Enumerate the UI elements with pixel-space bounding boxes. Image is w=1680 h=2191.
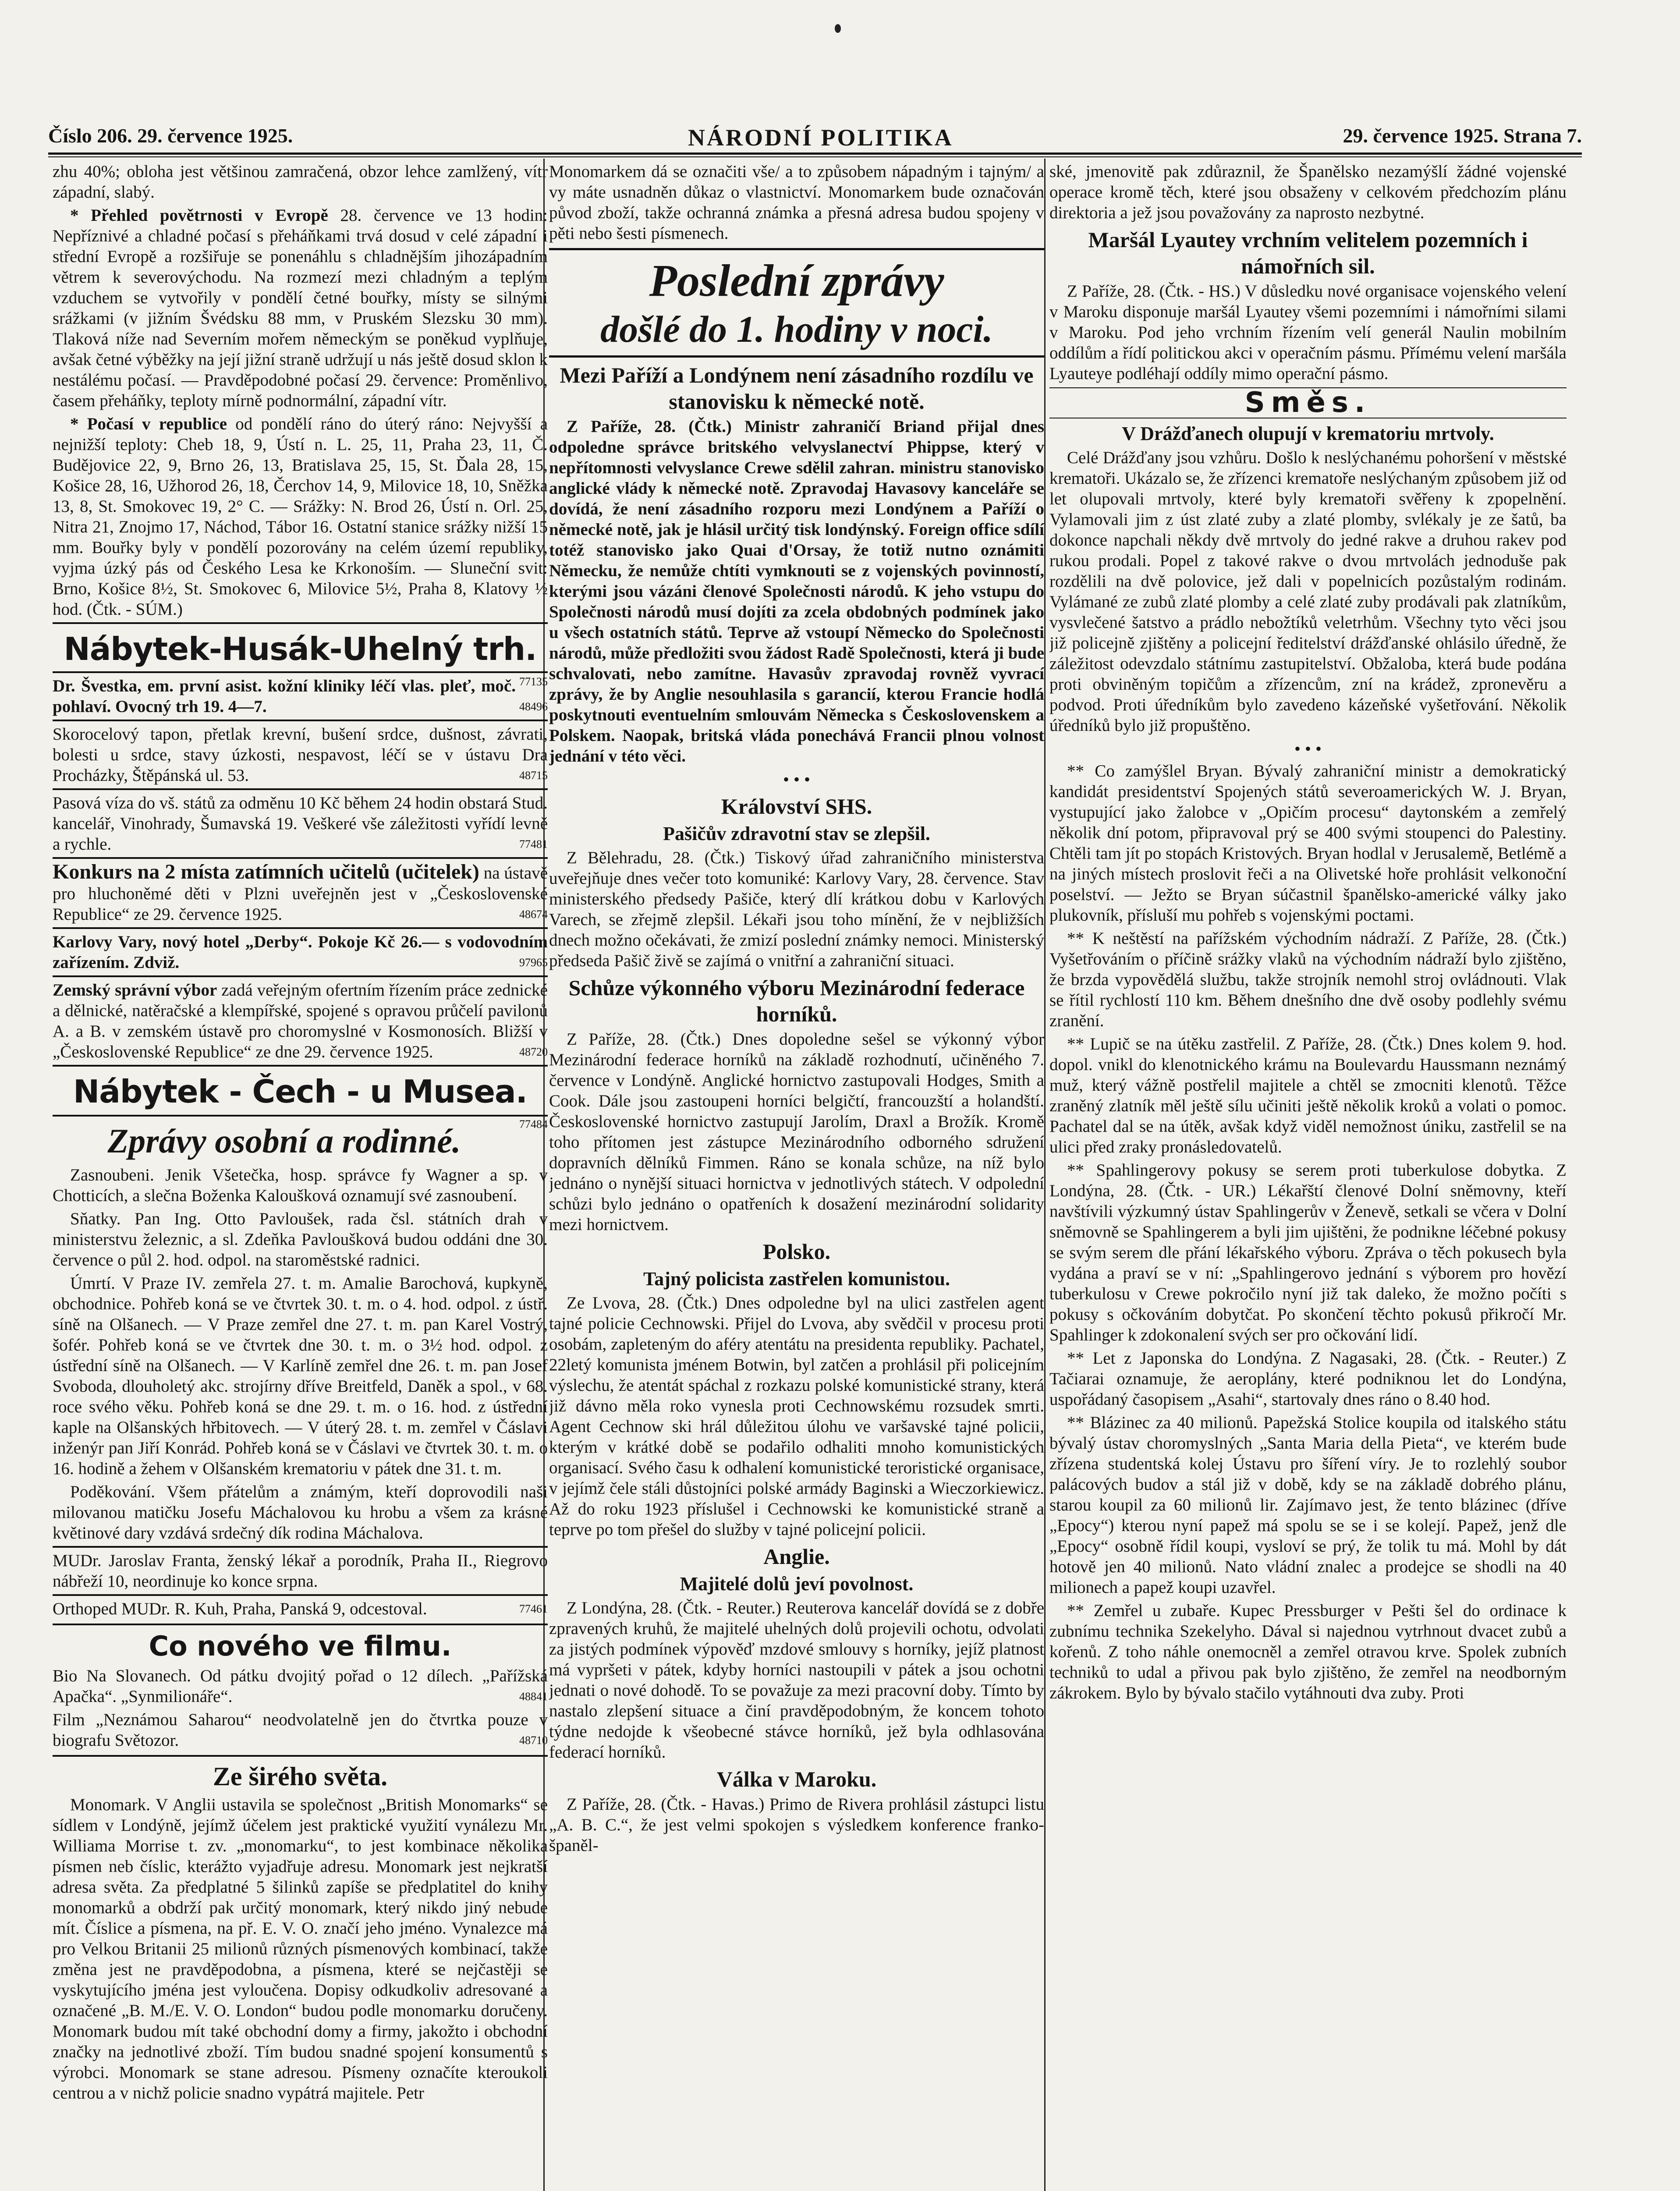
weather-europe [53,205,548,411]
article-dresden: Celé Drážďany jsou vzhůru. Došlo k neslýchanému pohoršení v městské krematoři. Ukázalo se, že zřízenci krematoře neslýchaným způsobem již od let olupovali mrtvoly, které byly krematoři svěřeny k zpopelnění. Vylamovali jim z úst zlaté zuby a zlaté plomby, svlékaly je ze šatů, ba dokonce napchali někdy dvě mrtvoly do jedné rakve a druhou rakev pod rukou prodali. Popel z takové rakve o dvou mrtvolách jednoduše pak rozdělili na dvě polovice, jež dali v popelnicích pozůstalým rodinám. Vylámané ze zubů zlaté plomby a celé zlaté zuby prodávali pak zlatníkům, vysvlečené šatstvo a prádlo nebožtíků veletrhům. Všechny tyto věci jsou již policejně zjištěny a policejní ředitelství drážďanské ohlásilo úředně, že záležitost odevzdalo státnímu zastupitelství. Obžaloba, která bude podána proti obviněným topičům a zřízencům, zní na krádež, zpronevěru a podvod. Proti úředníkům bylo zavedeno kázeňské vyšetřování. Několik úředníků bylo již propuštěno. [1049,448,1567,735]
ad-konkurs [53,857,548,925]
section-rule [53,1115,548,1117]
weather-republic-text: od pondělí ráno do úterý ráno: Nejvyšší a nejnižší teploty: Cheb 18, 9, Ústí n. L. 25, 11, Praha 23, 11, Č. Budějovice 22, 9, Brno 26, 13, Bratislava 25, 15, St. Ďala 28, 15, Košice 28, 16, Užhorod 26, 18, Čerchov 14, 9, Milovice 18, 10, Sněžka 13, 8, St. Smokovec 19, 2° C. — Srážky: N. Brod 26, Ústí n. Orl. 25, Nitra 21, Znojmo 17, Náchod, Tábor 16. Ostatní stanice srážky nižší 15 mm. Bouřky byly v pondělí pozorovány na celém území republiky, vyjma úzký pás od Českého Lesa ke Krkonoším. — Sluneční svit: Brno, Košice 8½, St. Smokovec 6, Milovice 5½, Praha 8, Klatovy ½ hod. (Čtk. - SÚM.) [53,415,548,619]
ad-number: 77461 [519,1602,548,1615]
masthead: NÁRODNÍ POLITIKA [688,124,953,151]
ad-konkurs-text: na ústavě pro hluchoněmé děti v Plzni uveřejněn jest v „Československé Republice“ ze 29. července 1925. [53,864,548,924]
ad-number: 48674 [519,908,548,921]
separator-stars: • • • [1294,739,1322,759]
ad-tapon-text: Skorocelový tapon, přetlak krevní, bušení srdce, dušnost, závrati, bolesti u srdce, stavy úzkosti, nespavost, léčí se v ústavu Dra Procházky, Štěpánská ul. 53. [53,725,548,785]
article-morocco: Z Paříže, 28. (Čtk. - Havas.) Primo de Rivera prohlásil zástupci listu „A. B. C.“, že jest velmi spokojen s výsledkem konference franko-španěl- [549,1795,1044,1855]
ad-tapon [53,720,548,786]
article-monomark: Monomark. V Anglii ustavila se společnost „British Monomarks“ se sídlem v Londýně, jejímž účelem jest praktické využití vynálezu Mr. Williama Morrise t. zv. „monomarku“, to jest kombinace několika písmen neb číslic, kterážto vyjadřuje adresu. Monomark jest nejkratší adresa světa. Za předplatné 5 šilinků zapíše se předplatitel do knihy monomarků a obdrží pak určitý monomark, který nikdo jiný nebude mít. Číslice a písmena, na př. E. V. O. značí jeho jméno. Vynalezce má pro Velkou Britanii 25 milionů různých písmenových kombinací, takže změna jest ne pravděpodobna, a písmena, které se nejčastěji se vyskytujícího jména jest vyloučena. Dopisy odkudkoliv adresované a označené „B. M./E. V. O. London“ budou podle monomarku doručeny. Monomark budou mít také obchodní domy a firmy, jakožto i obchodní značky na jednotlivé zboží. Tím budou snadné spojení konsumentů s výrobci. Monomark se stane adresou. Písmeny označíte kteroukoli centrou a v nichž policie snadno vypátrá majitele. Petr [53,1795,548,2102]
weather-europe-title: * Přehled povětrnosti v Evropě [70,206,328,225]
section-rule [53,1755,548,1757]
article-robber: ** Lupič se na útěku zastřelil. Z Paříže, 28. (Čtk.) Dnes kolem 9. hod. dopol. vnikl do klenotnického krámu na Boulevardu Haussmann neznámý muž, který vážně postřelil majitele a chtěl se zmocniti klenotů. Těžce zraněný zlatník měl ještě sílu učiniti ještě několik kroků a volati o pomoc. Pachatel dal se na útěk, avšak když viděl nemožnost úniku, zastřelil se na ulici před zraky pronásledovatelů. [1049,1035,1567,1156]
weather-republic [53,414,548,620]
ad-kuh-text: Orthoped MUDr. R. Kuh, Praha, Panská 9, odcestoval. [53,1599,427,1618]
film-slovany-text: Bio Na Slovanech. Od pátku dvojitý pořad o 12 dílech. „Pařížská Apačka“. „Synmilionáře“. [53,1666,548,1706]
article-japan-flight: ** Let z Japonska do Londýna. Z Nagasaki, 28. (Čtk. - Reuter.) Z Tačiarai oznamuje, že aeroplány, které podniknou let do Londýna, uspořádaný časopisem „Asahi“, startovaly dnes ráno o 8.40 hod. [1049,1349,1567,1409]
article-monomark-cont: Monomarkem dá se označiti vše/ a to způsobem nápadným i tajným/ a vy máte usnadněn důkaz o vlastnictví. Monomarkem bude označován původ zboží, takže ochranná známka a přesná adresa budou spojeny v pěti nebo šesti písmenech. [549,162,1044,243]
personal-deaths: Úmrtí. V Praze IV. zemřela 27. t. m. Amalie Barochová, kupkyně, obchodnice. Pohřeb koná se ve čtvrtek 30. t. m. o 4. hod. odpol. z ústř. síně na Olšanech. — V Praze zemřel dne 27. t. m. pan Karel Vostrý, šofér. Pohřeb koná se ve čtvrtek dne 30. t. m. o 3½ hod. odpol. z ústřední síně na Olšanech. — V Karlíně zemřel dne 26. t. m. pan Josef Svoboda, dlouholetý akc. strojírny dříve Breitfeld, Daněk a spol., v 68. roce svého věku. Pohřeb koná se dne 29. t. m. o 16. hod. z ústřední kaple na Olšanských hřbitovech. — V úterý 28. t. m. zemřel v Čáslavi inženýr pan Jiří Konrád. Pohřeb koná se v Čáslavi ve čtvrtek 30. t. m. o 16. hodině a žehem v Olšanském krematoriu v pátek dne 31. t. m. [53,1274,548,1478]
ad-svestka [53,671,548,717]
ad-kuh [53,1594,548,1619]
article-asylum: ** Blázinec za 40 milionů. Papežská Stolice koupila od italského státu bývalý ústav choromyslných „Santa Maria della Pieta“, ve kterém bude zřízena studentská kolej Ústavu pro šíření víry. Je to rozlehlý soubor palácových budov a stál již v době, kdy se na základě dobrého plánu, starou koupil za 60 milionů lir. Zajímavo jest, že tento blázinec (dříve „Epocy“) kterou nyní papež má spolu se se i se kolejí. Papež, jenž dle „Epocy“ osobně řídil koupi, vysloví se prý, že tolik tu má. Mohl by dát hotově jen 40 milionů. Nato vládní znalec a prodejce se shodli na 40 milionech a papež koupi uzavřel. [1049,1413,1567,1597]
ad-number: 48841 [519,1690,548,1703]
subhead-shs: Pašičův zdravotní stav se zlepšil. [663,823,930,844]
ad-karlovy [53,927,548,973]
headline-lyautey: Maršál Lyautey vrchním velitelem pozemních i námořních sil. [1088,227,1528,278]
ad-zemsky [53,975,548,1062]
article-dentist: ** Zemřel u zubaře. Kupec Pressburger v Pešti šel do ordinace k zubnímu technika Szekelyho. Dával si najednou vytrhnout dvacet zubů a kořenů. Z toho náhle onemocněl a zemřel otravou krve. Spolek zubních techniků to udal a přivou pak bylo zjištěno, že zemřel na neodborným zákrokem. Bylo by bývalo stačilo vytáhnouti dva zuby. Proti [1049,1601,1567,1702]
section-title-world: Ze širého světa. [213,1762,388,1791]
ad-konkurs-title: Konkurs na 2 místa zatímních učitelů (učitelek) [53,860,479,883]
headline-shs: Království SHS. [721,794,872,819]
weather-europe-text: 28. července ve 13 hodin: Nepříznivé a chladné počasí s přeháňkami trvá dosud v celé západní i střední Evropě a rozšiřuje se ponenáhlu s chladnějším jihozápadním větrem k severovýchodu. Na rozmezí mezi chladným a teplým vzduchem se vytvořily v pondělí četné bouřky, místy se silnými srážkami (v jižním Švédsku 88 mm, v Pruském Slezsku 30 mm). Tlaková níže nad Severním mořem německým se poněkud vyplňuje, avšak četné výběžky na její jižní straně udržují u nás ještě dosud sklon k nestálému počasí. — Pravděpodobné počasí 29. července: Proměnlivo, časem přeháňky, teploty mírně podnormální, západní vítr. [53,206,548,410]
section-title-film: Co nového ve filmu. [149,1630,452,1662]
column-3 [1049,161,1567,2191]
headline-miners: Schůze výkonného výboru Mezinárodní federace horníků. [568,975,1025,1026]
ad-visa-text: Pasová víza do vš. států za odměnu 10 Kč během 24 hodin obstará Stud. kancelář, Vinohrady, Šumavská 19. Veškeré vše záležitosti vyřídí levně a rychle. [53,794,548,854]
ad-number: 97965 [519,956,548,969]
banner-subtitle: došlé do 1. hodiny v noci. [600,308,993,350]
film-sahara [53,1709,548,1751]
article-miners: Z Paříže, 28. (Čtk.) Dnes dopoledne sešel se výkonný výbor Mezinárodní federace horníků na základě rozhodnutí, učiněného 7. července v Londýně. Anglické hornictvo zastupovali Hodges, Smith a Cook. Dále jsou zastoupeni horníci belgičtí, francouzští a holandští. Československé hornictvo zastupují Jarolím, Draxl a Brožík. Kromě toho přítomen jest zástupce Mezinárodního odborného sdružení dopravních dělníků Fimmen. Ráno se konala schůze, na níž bylo jednáno o nynější situaci hornictva v jednotlivých státech. V odpolední schůzi bylo jednáno o opatřeních k dosažení mezinárodní solidarity mezi hornictvem. [549,1030,1044,1234]
ad-number: 77484 [519,1118,548,1131]
ad-franta-text: MUDr. Jaroslav Franta, ženský lékař a porodník, Praha II., Riegrovo nábřeží 10, neordinuje ko konce srpna. [53,1551,548,1591]
article-lyautey: Z Paříže, 28. (Čtk. - HS.) V důsledku nové organisace vojenského velení v Maroku disponuje maršál Lyautey všemi pozemními i námořními silami v Maroku. Pod jeho vrchním řízením velí generál Naulin mobilním oddílům a řídí politickou akci v operačním pásmu. Přímému velení maršála Lyauteye podléhají oddíly mimo operační pásmo. [1049,282,1567,383]
ad-number: 48496 [519,700,548,713]
page-number: 29. července 1925. Strana 7. [1343,124,1582,147]
page-header [48,124,1582,156]
article-england: Z Londýna, 28. (Čtk. - Reuter.) Reuterova kancelář dovídá se z dobře zpravených kruhů, že majitelé uhelných dolů projevili ochotu, odvolati za jistých podmínek výpověď mzdové smlouvy s horníky, jejíž platnost má vypršeti v pátek, kdyby horníci nastoupili v pátek a jsou ochotni jednati o nové dohodě. To se považuje za mezi pracovní doby. Tímto by nastalo zlepšení situace a činí pravděpodobným, že koncem tohoto týdne nedojde k všeobecné stávce horníků, jež byla odhlasována federací horníků. [549,1599,1044,1762]
article-paris-accident: ** K neštěstí na pařížském východním nádraží. Z Paříže, 28. (Čtk.) Vyšetřováním o příčině srážky vlaků na východním nádraží bylo zjištěno, že brzda vypovědělá službu, takže strojník nemohl stroj ovládnouti. Vlak se řítil rychlostí 110 km. Během dnešního dne dvě osoby podlehly svému zranění. [1049,929,1567,1030]
separator-stars: • • • [783,769,810,789]
section-title-smes: Směs. [1244,386,1372,419]
header-rule-thin [48,156,1582,157]
headline-poland: Polsko. [762,1239,831,1264]
ad-husak-title: Nábytek-Husák-Uhelný trh. [64,631,537,667]
ink-mark [835,24,841,33]
column-2 [549,161,1044,2191]
article-paris-london: Z Paříže, 28. (Čtk.) Ministr zahraničí Briand přijal dnes odpoledne správce britského velvyslanectví Phippse, který v nepřítomnosti velvyslance Crewe sdělil zahran. ministru stanovisko anglické vlády k německé notě. Zpravodaj Havasovy kanceláře se dovídá, že není zásadního rozporu mezi Londýnem a Paříží o německé notě, jak je hlásil určitý tisk londýnský. Foreign office sdílí totéž stanovisko jako Quai d'Orsay, že totiž nutno oznámiti Německu, že nemůže chtíti vymknouti se z vojenských povinností, kterými jsou vázáni členové Společnosti národů. K jeho vstupu do Společnosti národů musí dojíti za zcela obdobných podmínek jako u všech ostatních států. Teprve až vstoupí Německo do Společnosti národů, může předložiti svou žádost Radě Společnosti, která ji bude schvalovati, nebo zamítne. Havasův zpravodaj rovněž vyvrací zprávy, že by Anglie nesouhlasila s garancií, kterou Francie hodlá poskytnouti eventuelním smlouvám Německa s Československem a Polskem. Naopak, britská vláda ponechává Francii plnou volnost jednání v této věci. [549,417,1044,766]
article-morocco-cont: ské, jmenovitě pak zdůraznil, že Španělsko nezamýšlí žádné vojenské operace kromě těch, které jsou obsaženy v celkovém předchozím plánu direktoria a jež jsou považovány za naprosto nezbytné. [1049,162,1567,222]
article-spahlinger: ** Spahlingerovy pokusy se serem proti tuberkulose dobytka. Z Londýna, 28. (Čtk. - UR.) Lékařští členové Dolní sněmovny, kteří navštívili výzkumný ústav Spahlingerův v Ženevě, setkali se včera v Dolní sněmovně se Spahlingerem a byli jim ujištěni, že podnikne léčebné pokusy se svým serem dle přání lékařského výboru. Zpráva o těch pokusech byla vydána a praví se v ní: „Spahlingerovo jednání s výborem pro hovězí tuberkulosu v Crewe pokročilo nyní již tak daleko, že možno počíti s pokusy s očkováním dobytčat. Po skončení těchto pokusů přikročí Mr. Spahlinger k zdokonalení svých ser pro očkování lidí. [1049,1161,1567,1344]
subhead-poland: Tajný policista zastřelen komunistou. [643,1268,950,1290]
banner-title: Poslední zprávy [649,255,944,306]
issue-number: Číslo 206. 29. července 1925. [48,124,293,147]
column-divider [1044,159,1046,2191]
ad-cech [53,1065,548,1131]
film-slovany [53,1666,548,1707]
headline-paris-london: Mezi Paříží a Londýnem není zásadního rozdílu ve stanovisku k německé notě. [560,363,1034,414]
weather-intro: zhu 40%; obloha jest většinou zamračená, obzor lehce zamlžený, vítr západní, slabý. [53,162,548,202]
ad-zemsky-title: Zemský správní výbor [53,981,217,1000]
ad-number: 77135 [519,675,548,688]
section-rule [53,1624,548,1625]
ad-svestka-text: Dr. Švestka, em. první asist. kožní kliniky léčí vlas. pleť, moč. pohlaví. Ovocný trh 19. 4—7. [53,677,516,716]
ad-number: 48715 [519,769,548,782]
ad-husak [53,622,548,688]
headline-morocco: Válka v Maroku. [716,1767,877,1791]
personal-thanks: Poděkování. Všem přátelům a známým, kteří doprovodili naši milovanou matičku Josefu Máchalovou ku hrobu a všem za krásné květinové dary vzdává srdečný dík rodina Máchalova. [53,1482,548,1542]
article-bryan: ** Co zamýšlel Bryan. Bývalý zahraniční ministr a demokratický kandidát presidentství Spojených států severoamerických W. J. Bryan, vystupující jako žalobce v „Opičím procesu“ daytonském a zemřelý několik dní potom, připravoval prý se 400 svými stoupenci do Palestiny. Chtěli tam jít po stopách Kristových. Bryan hodlal v Jerusalemě, Betlémě a na jiných místech proslovit řeči a na Olivetské hoře prohlásit velkonoční poselství. — Ježto se Bryan súčastnil španělsko-americké války jako plukovník, přísluší mu pohřeb s vojenskými poctami. [1049,762,1567,925]
ad-cech-title: Nábytek - Čech - u Musea. [73,1073,527,1110]
ad-visa [53,788,548,854]
ad-karlovy-text: Karlovy Vary, nový hotel „Derby“. Pokoje Kč 26.— s vodovodním zařízením. Zdviž. [53,932,548,972]
personal-engagement: Zasnoubeni. Jenik Všetečka, hosp. správce fy Wagner a sp. v Chotticích, a slečna Boženka Kaloušková oznamují své zasnoubení. [53,1166,548,1205]
latest-news-banner [549,248,1044,358]
section-title-personal: Zprávy osobní a rodinné. [107,1122,461,1160]
headline-dresden: V Drážďanech olupují v krematoriu mrtvoly. [1122,423,1494,444]
header-rule [48,152,1582,155]
ad-franta [53,1546,548,1592]
personal-weddings: Sňatky. Pan Ing. Otto Pavloušek, rada čsl. státních drah v ministerstvu železnic, a sl. Zdeňka Pavloušková budou oddáni dne 30. července o půl 2. hod. odpol. na staroměstské radnici. [53,1209,548,1269]
ad-number: 77481 [519,838,548,851]
column-1 [53,161,548,2191]
film-sahara-text: Film „Neznámou Saharou“ neodvolatelně jen do čtvrtka pouze v biografu Světozor. [53,1710,548,1750]
article-poland: Ze Lvova, 28. (Čtk.) Dnes odpoledne byl na ulici zastřelen agent tajné policie Cechnowski. Přijel do Lvova, aby svědčil v procesu proti osobám, zapleteným do aféry atentátu na presidenta republiky. Pachatel, 22letý komunista jménem Botwin, byl zatčen a prohlásil při policejním výslechu, že atentát spáchal z rozkazu polské komunistické strany, která již dávno měla roko vynesla proti Cechnowskému rozsudek smrti. Agent Cechnow ski hrál důležitou úlohu ve varšavské tajné policii, kterým v krátké době se podařilo odhaliti mnoho komunistických organisací. Svého času k odhalení komunistické teroristické organisace, v jejímž čele stáli důstojníci polské armády Baginski a Wieczorkiewicz. Až do roku 1923 příslušel i Cechnowski ke komunistické straně a teprve po tom přešel do služby v tajné policejní policii. [549,1294,1044,1539]
headline-england: Anglie. [763,1544,830,1569]
ad-number: 48710 [519,1734,548,1747]
article-shs: Z Bělehradu, 28. (Čtk.) Tiskový úřad zahraničního ministerstva uveřejňuje dnes večer toto komuniké: Karlovy Vary, 28. července. Stav ministerského předsedy Pašiče, který dlí krátkou dobu v Karlových Varech, se zřejmě zlepšil. Lékaři jsou toho mínění, že v nejbližších dnech možno očekávati, že zmizí poslední známky nemoci. Ministerský předseda Pašič živě se zajímá o vnitřní a zahraniční situaci. [549,848,1044,970]
ad-zemsky-text: zadá veřejným ofertním řízením práce zednické a dělnické, natěračské a klempířské, spojené s opravou průčelí pavilonů A. a B. v zemském ústavě pro choromyslné v Kosmonosích. Bližší v „Československé Republice“ ze dne 29. července 1925. [53,981,548,1061]
subhead-england: Majitelé dolů jeví povolnost. [680,1573,914,1595]
weather-republic-title: * Počasí v republice [70,415,227,433]
ad-number: 48720 [519,1046,548,1058]
